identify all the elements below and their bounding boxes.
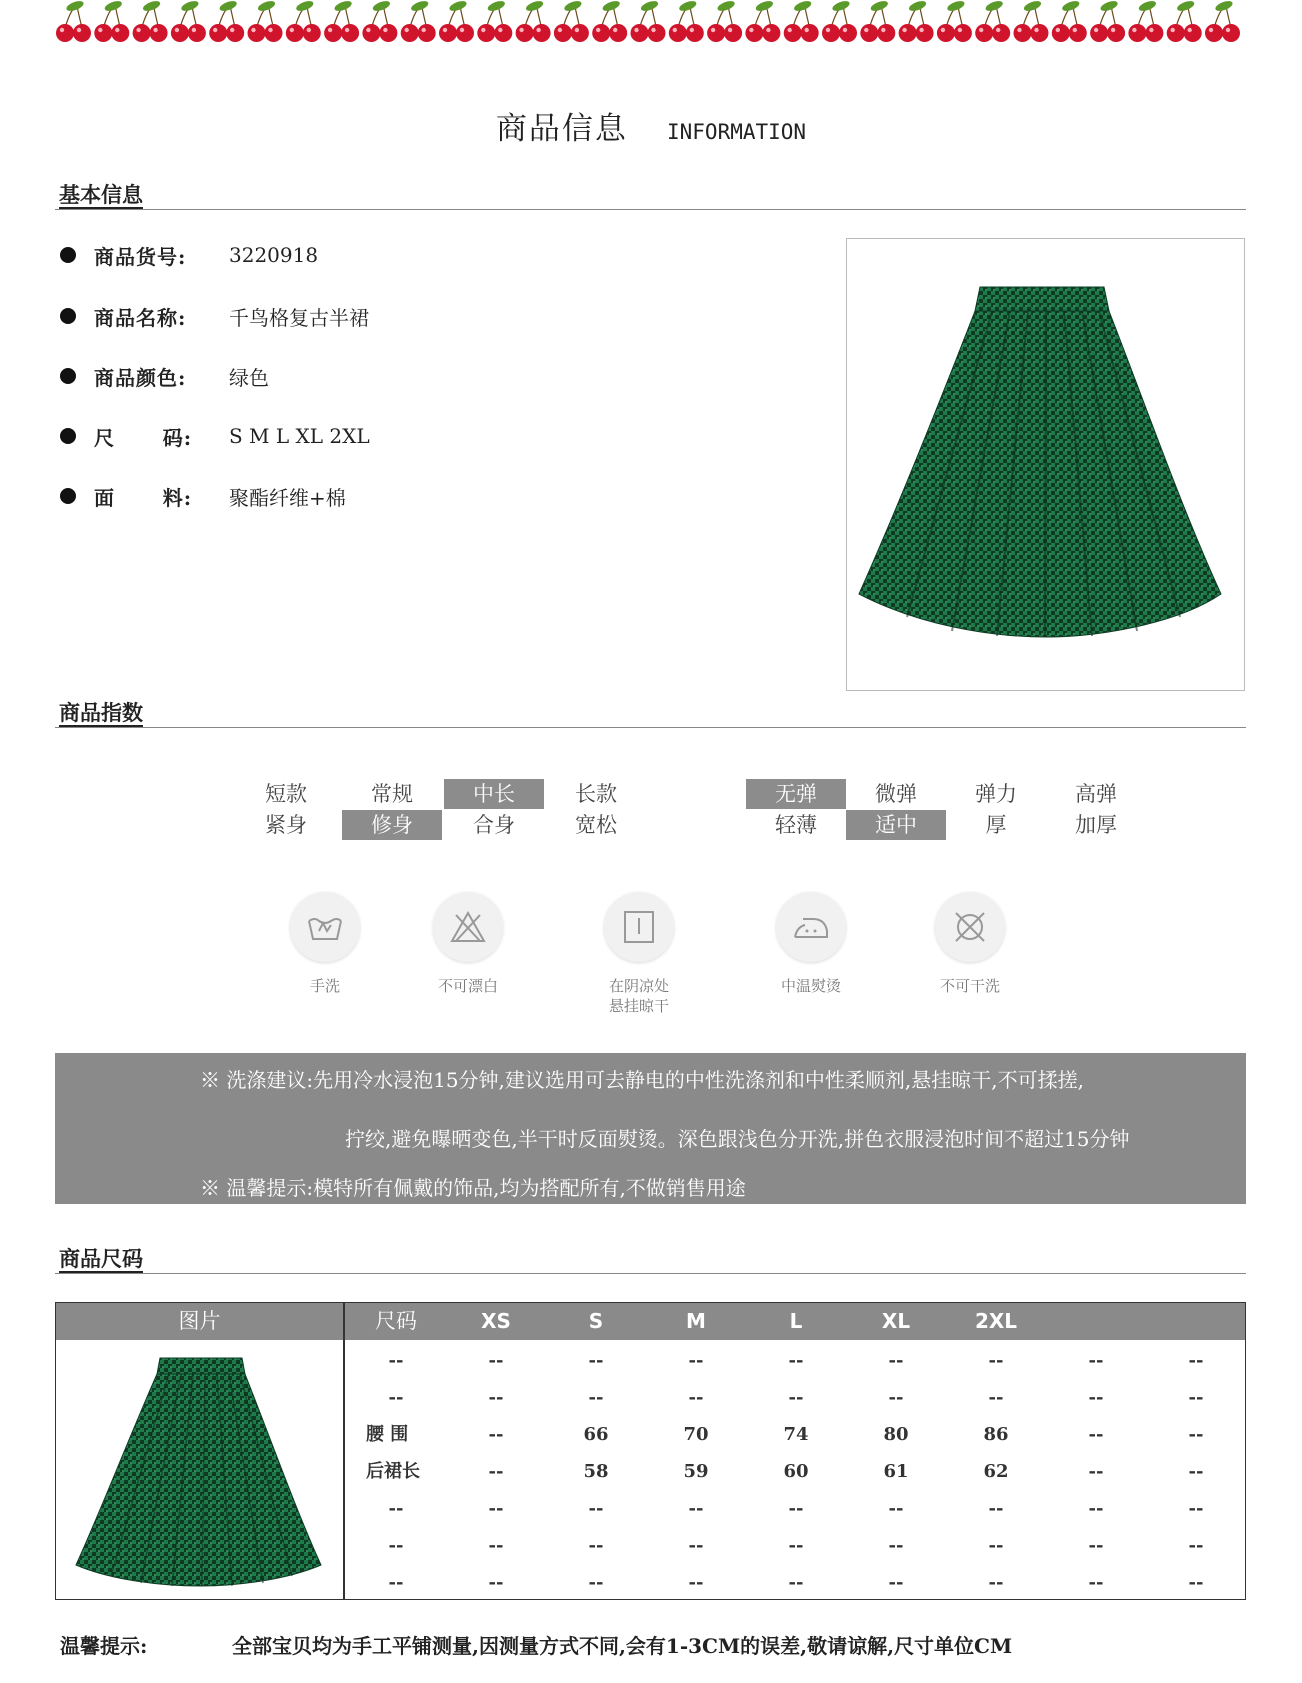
medium-iron-icon [776, 892, 846, 962]
size-cell: -- [1088, 1424, 1104, 1445]
size-cell: -- [1088, 1535, 1104, 1556]
care-no-dry-clean [910, 892, 1030, 996]
cherry-icon [286, 0, 321, 42]
cherry-icon [56, 0, 91, 42]
bullet-icon [60, 488, 76, 504]
wash-note-line3: ※ 温馨提示:模特所有佩戴的饰品,均为搭配所有,不做销售用途 [200, 1176, 746, 1200]
info-label: 面 料: [94, 485, 193, 510]
cherry-icon [1167, 0, 1202, 42]
care-caption-line1: 在阴凉处 [608, 977, 669, 995]
section-basic-title: 基本信息 [59, 182, 143, 207]
size-cell: -- [1188, 1572, 1204, 1593]
attr-high-stretch: 高弹 [1075, 782, 1117, 806]
size-cell: 86 [983, 1424, 1009, 1445]
attr-no-stretch-selected: 无弹 [746, 779, 846, 809]
cherry-icon [94, 0, 129, 42]
shade-dry-icon [604, 892, 674, 962]
size-cell: -- [988, 1498, 1004, 1519]
cherry-icon [324, 0, 359, 42]
wash-note-line2: 拧绞,避免曝晒变色,半干时反面熨烫。深色跟浅色分开洗,拼色衣服浸泡时间不超过15分钟 [345, 1127, 1130, 1151]
size-row-label: -- [388, 1350, 404, 1371]
bullet-icon [60, 368, 76, 384]
size-cell: -- [1188, 1350, 1204, 1371]
size-cell: -- [588, 1387, 604, 1408]
attr-stretch: 弹力 [975, 782, 1017, 806]
size-cell: -- [488, 1350, 504, 1371]
cherry-icon [477, 0, 512, 42]
cherry-icon [1052, 0, 1087, 42]
size-cell: -- [788, 1387, 804, 1408]
size-cell: -- [988, 1535, 1004, 1556]
size-cell: -- [488, 1461, 504, 1482]
size-cell: -- [1188, 1498, 1204, 1519]
size-cell: -- [988, 1350, 1004, 1371]
size-table-image [56, 1340, 343, 1599]
size-cell: 60 [783, 1461, 809, 1482]
size-cell: -- [888, 1535, 904, 1556]
header-2xl: 2XL [974, 1309, 1018, 1333]
cherry-icon [1090, 0, 1125, 42]
cherry-icon [592, 0, 627, 42]
size-cell: -- [1188, 1424, 1204, 1445]
info-label: 尺 码: [94, 425, 193, 450]
header-image: 图片 [178, 1309, 221, 1333]
size-cell: -- [788, 1572, 804, 1593]
size-cell: 58 [583, 1461, 609, 1482]
size-row-label: 后裙长 [366, 1461, 420, 1482]
size-cell: -- [1088, 1572, 1104, 1593]
size-cell: 66 [583, 1424, 609, 1445]
cherry-icon [171, 0, 206, 42]
info-label: 商品货号: [94, 244, 187, 269]
section-product-index [55, 702, 1246, 728]
cherry-icon [133, 0, 168, 42]
size-cell: -- [1088, 1461, 1104, 1482]
cherry-icon [1128, 0, 1163, 42]
page-title [0, 103, 1302, 148]
size-cell: -- [788, 1350, 804, 1371]
cherry-icon [899, 0, 934, 42]
size-cell: -- [488, 1572, 504, 1593]
size-cell: -- [488, 1498, 504, 1519]
cherry-icon [631, 0, 666, 42]
care-caption: 不可漂白 [437, 977, 498, 995]
cherry-icon [707, 0, 742, 42]
bullet-icon [60, 308, 76, 324]
care-caption: 不可干洗 [939, 977, 1000, 995]
no-dry-clean-icon [935, 892, 1005, 962]
care-caption-line2: 悬挂晾干 [608, 997, 669, 1015]
size-cell: -- [888, 1387, 904, 1408]
header-s: S [588, 1309, 604, 1333]
cherry-icon [516, 0, 551, 42]
cherry-icon [1205, 0, 1240, 42]
product-photo [846, 238, 1245, 691]
cherry-icon [860, 0, 895, 42]
attr-extra-thick: 加厚 [1075, 813, 1117, 837]
column-divider [343, 1303, 345, 1599]
cherry-icon [1014, 0, 1049, 42]
section-basic-info [55, 184, 1246, 210]
cherry-icon [401, 0, 436, 42]
section-size [55, 1248, 1246, 1274]
attr-fit: 合身 [473, 813, 515, 837]
info-row-name [60, 301, 369, 331]
size-cell: -- [788, 1498, 804, 1519]
footer-note [60, 1630, 1012, 1659]
bullet-icon [60, 428, 76, 444]
size-cell: -- [688, 1350, 704, 1371]
size-cell: -- [488, 1535, 504, 1556]
attr-thin: 轻薄 [775, 813, 817, 837]
cherry-icon [784, 0, 819, 42]
attr-short: 短款 [265, 782, 307, 806]
size-table [55, 1302, 1246, 1600]
size-cell: -- [488, 1424, 504, 1445]
size-cell: -- [888, 1572, 904, 1593]
care-hand-wash [265, 892, 385, 996]
info-row-sku [60, 240, 318, 270]
cherry-banner [55, 0, 1245, 48]
cherry-icon [975, 0, 1010, 42]
info-value: S M L XL 2XL [229, 424, 370, 448]
cherry-icon [745, 0, 780, 42]
size-row-label: -- [388, 1572, 404, 1593]
info-row-fabric [60, 481, 346, 511]
size-cell: -- [988, 1387, 1004, 1408]
footer-label: 温馨提示: [60, 1634, 148, 1658]
section-index-title: 商品指数 [59, 700, 143, 725]
care-shade-dry [579, 892, 699, 1016]
skirt-thumbnail [56, 1340, 343, 1599]
info-value: 聚酯纤维+棉 [229, 485, 346, 510]
size-row-label: -- [388, 1387, 404, 1408]
size-cell: 59 [683, 1461, 709, 1482]
cherry-icon [669, 0, 704, 42]
size-row-label: -- [388, 1535, 404, 1556]
title-zh: 商品信息 [495, 111, 628, 147]
size-cell: -- [888, 1498, 904, 1519]
info-label: 商品名称: [94, 305, 187, 330]
size-cell: 74 [783, 1424, 809, 1445]
size-cell: -- [688, 1387, 704, 1408]
size-cell: -- [588, 1498, 604, 1519]
size-cell: 80 [883, 1424, 909, 1445]
cherry-icon [822, 0, 857, 42]
attr-loose: 宽松 [575, 813, 617, 837]
skirt-image [847, 239, 1244, 690]
wash-note-line1: ※ 洗涤建议:先用冷水浸泡15分钟,建议选用可去静电的中性洗涤剂和中性柔顺剂,悬挂晾干,不可揉搓, [200, 1068, 1084, 1092]
size-row-label: 腰 围 [366, 1424, 409, 1445]
attr-midlength-selected: 中长 [444, 779, 544, 809]
size-cell: 61 [883, 1461, 909, 1482]
size-cell: -- [1188, 1461, 1204, 1482]
hand-wash-icon [290, 892, 360, 962]
size-cell: -- [688, 1535, 704, 1556]
size-cell: -- [588, 1350, 604, 1371]
header-xs: XS [481, 1309, 511, 1333]
header-m: M [686, 1309, 706, 1333]
care-caption: 手洗 [309, 977, 340, 995]
size-cell: -- [1088, 1387, 1104, 1408]
attr-thick: 厚 [985, 813, 1007, 837]
size-cell: -- [488, 1387, 504, 1408]
attr-medium-selected: 适中 [846, 810, 946, 840]
size-cell: 62 [983, 1461, 1009, 1482]
cherry-icon [937, 0, 972, 42]
header-l: L [789, 1309, 803, 1333]
info-row-color [60, 361, 269, 391]
info-label: 商品颜色: [94, 365, 187, 390]
size-cell: -- [688, 1498, 704, 1519]
size-cell: -- [788, 1535, 804, 1556]
size-cell: -- [1088, 1350, 1104, 1371]
cherry-icon [439, 0, 474, 42]
size-cell: -- [688, 1572, 704, 1593]
attr-slim-selected: 修身 [342, 810, 442, 840]
attr-long: 长款 [575, 782, 617, 806]
cherry-icon [554, 0, 589, 42]
size-cell: -- [1188, 1387, 1204, 1408]
footer-text: 全部宝贝均为手工平铺测量,因测量方式不同,会有1-3CM的误差,敬请谅解,尺寸单位CM [232, 1634, 1013, 1658]
size-cell: -- [588, 1535, 604, 1556]
info-value: 绿色 [229, 365, 269, 390]
cherry-icon [362, 0, 397, 42]
size-row-label: -- [388, 1498, 404, 1519]
size-cell: -- [1088, 1498, 1104, 1519]
section-size-title: 商品尺码 [59, 1246, 143, 1271]
size-cell: 70 [683, 1424, 709, 1445]
info-row-size [60, 421, 370, 451]
attr-tight: 紧身 [265, 813, 307, 837]
cherry-icon [209, 0, 244, 42]
title-en: INFORMATION [667, 120, 807, 144]
size-cell: -- [988, 1572, 1004, 1593]
size-cell: -- [588, 1572, 604, 1593]
care-no-bleach [408, 892, 528, 996]
care-caption: 中温熨烫 [780, 977, 841, 995]
attr-regular: 常规 [371, 782, 413, 806]
size-cell: -- [1188, 1535, 1204, 1556]
no-bleach-icon [433, 892, 503, 962]
size-cell: -- [888, 1350, 904, 1371]
care-caption [579, 976, 699, 1016]
header-xl: XL [881, 1309, 911, 1333]
info-value: 千鸟格复古半裙 [229, 305, 369, 330]
info-value: 3220918 [229, 243, 319, 267]
care-medium-iron [751, 892, 871, 996]
header-size: 尺码 [375, 1309, 417, 1333]
cherry-icon [248, 0, 283, 42]
wash-notes [55, 1053, 1246, 1204]
attr-slight-stretch: 微弹 [875, 782, 917, 806]
bullet-icon [60, 247, 76, 263]
